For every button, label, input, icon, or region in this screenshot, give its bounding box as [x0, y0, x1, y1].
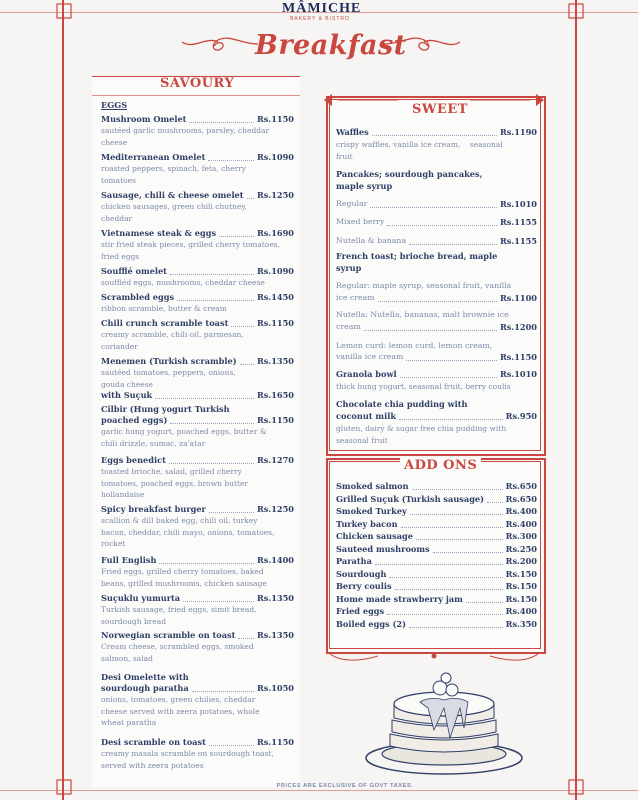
savoury-item-leader	[240, 364, 254, 365]
addon-item-name: Fried eggs	[336, 606, 385, 616]
addon-item-price: Rs.200	[505, 556, 537, 566]
frame-right-line	[575, 0, 577, 800]
addon-item-price: Rs.250	[505, 543, 537, 554]
sweet-item-name: syrup	[336, 263, 362, 273]
addon-item-name: Home made strawberry jam	[336, 593, 463, 604]
sweet-item-name: Granola bowl	[336, 369, 397, 379]
addon-item-leader	[416, 539, 503, 540]
savoury-title-rule	[92, 95, 300, 96]
savoury-item-leader	[192, 691, 254, 692]
savoury-item-leader	[177, 300, 254, 301]
addon-item-name: Grilled Suçuk (Turkish sausage)	[336, 493, 485, 504]
sweet-item-name: Regular	[336, 199, 368, 208]
frame-bottom-line	[0, 790, 638, 791]
sweet-item-price: Rs.1100	[499, 293, 537, 303]
addon-item-leader	[395, 589, 503, 590]
savoury-item-name: Desi scramble on toast	[101, 737, 206, 747]
brand-tagline: BAKERY & BISTRO	[290, 16, 350, 22]
savoury-item-name: Spicy breakfast burger	[101, 504, 206, 514]
savoury-item-price: Rs.1090	[256, 266, 294, 276]
addon-item-name: Turkey bacon	[336, 518, 398, 529]
addon-item-price: Rs.300	[505, 531, 537, 541]
sweet-item-leader	[378, 301, 497, 302]
addon-item-name: Boiled eggs (2)	[336, 618, 406, 629]
savoury-item-desc: Cream cheese, scrambled eggs, smoked salmon, salad	[101, 642, 254, 663]
addon-item-price: Rs.150	[505, 593, 537, 604]
sweet-item-leader	[406, 360, 497, 361]
savoury-item-name: Desi Omelette with	[101, 672, 189, 682]
savoury-item-price: Rs.1050	[256, 683, 294, 693]
addon-item-name: Paratha	[336, 556, 372, 566]
savoury-item-price: Rs.1150	[256, 737, 294, 747]
savoury-item-leader	[209, 512, 254, 513]
sweet-item-desc: crispy waffles, vanilla ice cream, seasonal fruit	[336, 140, 503, 161]
savoury-item-name: Eggs benedict	[101, 455, 166, 465]
sweet-item-leader	[399, 419, 503, 420]
savoury-item-desc: Turkish sausage, fried eggs, simit bread, sourdough bread	[101, 605, 257, 626]
savoury-item-price: Rs.1350	[256, 356, 294, 366]
footer-note: PRICES ARE EXCLUSIVE OF GOVT TAXES.	[276, 783, 414, 789]
savoury-item-desc: roasted peppers, spinach, feta, cherry tomatoes	[101, 164, 247, 185]
addon-item-price: Rs.400	[505, 606, 537, 616]
addons-title: ADD ONS	[400, 458, 481, 473]
addon-item-leader	[389, 577, 502, 578]
savoury-item-leader	[238, 638, 254, 639]
sweet-item-price: Rs.1200	[499, 322, 537, 332]
addon-item-leader	[433, 552, 503, 553]
sweet-item-price: Rs.1010	[499, 369, 537, 379]
savoury-item-leader	[219, 236, 254, 237]
sweet-item-name: maple syrup	[336, 181, 393, 191]
corner-ornament-br	[567, 778, 587, 798]
addon-item-price: Rs.650	[505, 481, 537, 491]
sweet-item-desc: thick hung yogurt, seasonal fruit, berry coulis	[336, 382, 511, 391]
sweet-item-price: Rs.1155	[499, 236, 537, 246]
addon-item-name: Smoked Turkey	[336, 506, 407, 516]
savoury-item-name: Suçuklu yumurta	[101, 593, 181, 603]
savoury-item-desc: Fried eggs, grilled cherry tomatoes, baked beans, grilled mushrooms, chicken sausage	[101, 567, 267, 588]
savoury-item-desc: scallion & dill baked egg, chili oil, turkey bacon, cheddar, chili mayo, onions, tomatoes, rocket	[101, 516, 275, 548]
savoury-item-name: Mediterranean Omelet	[101, 152, 206, 162]
savoury-item-price: Rs.1450	[256, 292, 294, 302]
sweet-item-name: cream	[336, 322, 361, 331]
savoury-item-leader	[170, 423, 254, 424]
addon-item-leader	[487, 502, 503, 503]
savoury-item-desc: sautéed garlic mushrooms, parsley, cheddar cheese	[101, 126, 270, 147]
savoury-item-name: Cilbir (Hung yogurt Turkish	[101, 404, 230, 414]
sweet-item-name: vanilla ice cream	[336, 352, 404, 361]
savoury-item-price: Rs.1090	[256, 152, 294, 162]
savoury-item-leader	[231, 326, 254, 327]
frame-left-line	[62, 0, 64, 800]
sweet-option-label: Lemon curd: lemon curd, lemon cream,	[336, 341, 493, 350]
sweet-item-leader	[364, 330, 497, 331]
savoury-item-leader	[159, 563, 254, 564]
savoury-item-name: Scrambled eggs	[101, 292, 175, 302]
savoury-item-desc: sautéed tomatoes, peppers, onions, gouda cheese	[101, 368, 236, 389]
corner-ornament-tr	[567, 2, 587, 22]
savoury-item-price: Rs.1650	[256, 390, 294, 400]
savoury-item-price: Rs.1250	[256, 504, 294, 514]
sweet-item-name: Pancakes; sourdough pancakes,	[336, 169, 483, 179]
addon-item-leader	[412, 489, 503, 490]
savoury-item-leader	[155, 398, 254, 399]
savoury-item-desc: chicken sausages, green chili chutney, cheddar	[101, 202, 248, 223]
addon-item-name: Chicken sausage	[336, 531, 413, 541]
sweet-item-price: Rs.1155	[499, 217, 537, 227]
addon-item-price: Rs.350	[505, 618, 537, 629]
addon-item-price: Rs.400	[505, 518, 537, 529]
sweet-item-name: French toast; brioche bread, maple	[336, 251, 498, 261]
sweet-item-price: Rs.1190	[499, 127, 537, 137]
sweet-item-name: coconut milk	[336, 411, 396, 421]
savoury-item-name: Norwegian scramble on toast	[101, 630, 236, 640]
savoury-item-desc: creamy scramble, chili oil, parmesan, coriander	[101, 330, 244, 351]
addon-item-name: Berry coulis	[336, 581, 392, 591]
savoury-item-name-line2: sourdough paratha	[101, 683, 189, 693]
sweet-item-name: Waffles	[336, 127, 369, 137]
savoury-item-leader	[208, 160, 254, 161]
sweet-item-leader	[372, 135, 497, 136]
sweet-item-leader	[409, 244, 497, 245]
savoury-item-price: Rs.1150	[256, 318, 294, 328]
corner-ornament-tl	[55, 2, 75, 22]
addon-item-price: Rs.650	[505, 493, 537, 504]
savoury-item-name: Sausage, chili & cheese omelet	[101, 190, 244, 200]
sweet-item-price: Rs.950	[505, 411, 537, 421]
addon-item-leader	[401, 527, 503, 528]
addon-item-price: Rs.150	[505, 568, 537, 579]
savoury-item-desc: ribbon scramble, butter & cream	[101, 304, 227, 313]
savoury-item-name: Full English	[101, 555, 157, 565]
savoury-item-price: Rs.1400	[256, 555, 294, 565]
sweet-item-name: Chocolate chia pudding with	[336, 399, 468, 409]
addon-item-name: Sourdough	[336, 568, 387, 579]
sweet-option-label: Nutella: Nutella, bananas, malt brownie ice	[336, 310, 509, 319]
sweet-option-label: Regular: maple syrup, seasonal fruit, vanilla	[336, 281, 512, 290]
savoury-item-price: Rs.1150	[256, 415, 294, 425]
sweet-item-price: Rs.1150	[499, 352, 537, 362]
sweet-item-leader	[400, 377, 497, 378]
savoury-item-desc: souffléd eggs, mushrooms, cheddar cheese	[101, 278, 265, 287]
addon-item-price: Rs.150	[505, 581, 537, 591]
addon-item-leader	[409, 627, 503, 628]
addon-item-price: Rs.400	[505, 506, 537, 516]
savoury-item-price: Rs.1690	[256, 228, 294, 238]
savoury-item-leader	[169, 463, 254, 464]
savoury-item-name: Soufflé omelet	[101, 266, 167, 276]
savoury-item-name: Mushroom Omelet	[101, 114, 187, 124]
savoury-item-name: Chili crunch scramble toast	[101, 318, 229, 328]
savoury-item-leader	[209, 745, 254, 746]
page-title: Breakfast	[255, 30, 407, 61]
savoury-item-price: Rs.1350	[256, 593, 294, 603]
savoury-item-name: with Suçuk	[101, 390, 153, 400]
sweet-item-name: Nutella & banana	[336, 236, 407, 245]
addon-item-leader	[410, 514, 503, 515]
brand-name: MÂMICHE	[282, 1, 362, 16]
savoury-item-leader	[183, 601, 254, 602]
savoury-item-leader	[247, 198, 254, 199]
savoury-item-price: Rs.1270	[256, 455, 294, 465]
sweet-item-price: Rs.1010	[499, 199, 537, 209]
sweet-title: SWEET	[408, 102, 472, 117]
corner-ornament-bl	[55, 778, 75, 798]
savoury-item-price: Rs.1350	[256, 630, 294, 640]
savoury-item-desc: onions, tomatoes, green chilies, cheddar cheese served with zeera potatoes, whole wheat paratha	[101, 695, 260, 727]
addon-item-leader	[466, 602, 503, 603]
savoury-item-desc: creamy masala scramble on sourdough toast, served with zeera potatoes	[101, 749, 274, 770]
savoury-item-leader	[189, 122, 254, 123]
savoury-item-name: Vietnamese steak & eggs	[101, 228, 217, 238]
flourish-left-icon	[180, 28, 260, 58]
savoury-item-desc: garlic hung yogurt, poached eggs, butter & chili drizzle, sumac, za'atar	[101, 427, 267, 448]
savoury-item-desc: stir fried steak pieces, grilled cherry tomatoes, fried eggs	[101, 240, 280, 261]
pancake-stack-icon	[360, 658, 528, 778]
addon-item-leader	[387, 614, 502, 615]
sweet-item-name: ice cream	[336, 293, 375, 302]
flourish-right-icon	[382, 28, 462, 58]
sweet-item-desc: gluten, dairy & sugar free chia pudding with seasonal fruit	[336, 424, 507, 445]
savoury-item-price: Rs.1250	[256, 190, 294, 200]
sweet-item-leader	[387, 225, 497, 226]
savoury-item-name: Menemen (Turkish scramble)	[101, 356, 237, 366]
sweet-item-leader	[370, 207, 497, 208]
brand-logo	[282, 1, 362, 22]
savoury-item-desc: toasted brioche, salad, grilled cherry tomatoes, poached eggs, brown butter hollandaise	[101, 467, 249, 499]
addon-item-name: Sauteed mushrooms	[336, 543, 430, 554]
addon-item-leader	[375, 564, 503, 565]
savoury-item-price: Rs.1150	[256, 114, 294, 124]
sweet-item-name: Mixed berry	[336, 217, 385, 226]
addon-item-name: Smoked salmon	[336, 481, 409, 491]
savoury-item-leader	[170, 274, 254, 275]
savoury-title: SAVOURY	[160, 76, 235, 91]
eggs-section-label: EGGS	[101, 100, 128, 110]
savoury-item-name-line2: poached eggs)	[101, 415, 168, 425]
